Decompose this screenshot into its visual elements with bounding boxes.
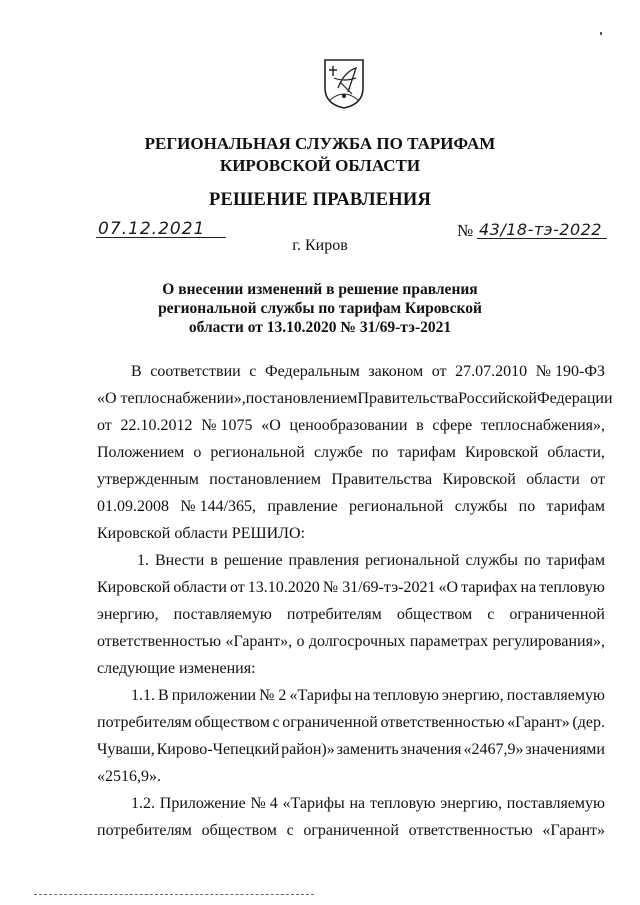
body-word: Внести [154, 552, 205, 569]
body-word: ответственностью [408, 822, 533, 839]
body-line [97, 601, 605, 628]
body-word: в [210, 552, 218, 569]
body-word: от [97, 417, 112, 434]
body-word: энергию, [440, 795, 502, 812]
body-word: № 2 [259, 687, 287, 704]
body-word: «Тарифы [289, 687, 352, 704]
body-word: № 31/69-тэ-2021 [322, 579, 436, 596]
body-line [97, 628, 605, 655]
body-word: решение [223, 552, 283, 569]
body-word: тарифам [397, 444, 456, 461]
organization-name [0, 133, 640, 177]
body-word: поставляемую [506, 687, 605, 704]
body-word: «Гарант» [542, 822, 605, 839]
body-word: 13.10.2020 [247, 579, 320, 596]
footer-rule [34, 894, 314, 895]
body-word: утвержденным [97, 471, 199, 488]
body-line [97, 763, 605, 790]
coat-of-arms-icon [322, 58, 366, 110]
body-word: ответственностью [97, 633, 222, 650]
body-line [97, 547, 605, 574]
body-word: потребителям [97, 714, 192, 731]
body-word: тепловую [373, 687, 439, 704]
body-word: правления [288, 552, 360, 569]
body-word: по [371, 444, 389, 461]
body-word: обществом [194, 714, 270, 731]
body-word: с [487, 606, 495, 623]
body-word: (дер. [572, 714, 605, 731]
number-sign: № [457, 221, 474, 240]
body-line [97, 655, 605, 682]
body-word: области, [547, 444, 605, 461]
body-word: В [158, 687, 169, 704]
body-word: региональной [348, 498, 444, 515]
body-word: потребителям [97, 822, 192, 839]
body-word: «О [438, 579, 459, 596]
body-word: потребителям [286, 606, 382, 623]
body-word: от [590, 471, 605, 488]
number-value: 43/18-тэ-2022 [479, 220, 602, 239]
document-type: РЕШЕНИЕ ПРАВЛЕНИЯ [208, 190, 432, 210]
body-word: Кировской области РЕШИЛО: [97, 525, 306, 542]
body-word: службе [313, 444, 363, 461]
body-word: № 190-ФЗ [535, 363, 605, 380]
body-word: энергию, [97, 606, 159, 623]
body-word: постановлением [209, 471, 321, 488]
body-word: службы [465, 552, 519, 569]
body-word: соответствии [150, 363, 241, 380]
body-word: на [354, 687, 371, 704]
subject-line: О внесении изменений в решение правления [162, 281, 478, 298]
body-line [97, 493, 605, 520]
subject-line: области от 13.10.2020 № 31/69-тэ-2021 [188, 319, 452, 336]
body-word: приложении [171, 687, 257, 704]
body-word: № 144/365, [180, 498, 257, 515]
body-word: в [416, 417, 424, 434]
body-word: значения [400, 741, 462, 758]
body-word: региональной [365, 552, 460, 569]
body-word: от [431, 363, 447, 380]
body-word: ограниченной [282, 714, 378, 731]
body-word: тарифах [461, 579, 518, 596]
body-word: «Гарант», [225, 633, 293, 650]
body-word: области [526, 471, 580, 488]
body-word: ограниченной [303, 822, 399, 839]
body-word: постановлением [245, 390, 358, 407]
body-word: энергию, [442, 687, 504, 704]
body-word: тепловую [539, 579, 605, 596]
body-word: Правительства [357, 390, 459, 407]
body-word: 1.1. [131, 687, 155, 704]
body-word: с [249, 363, 257, 380]
body-word: 22.10.2012 [120, 417, 193, 434]
body-word: от [229, 579, 245, 596]
body-word: обществом [201, 822, 277, 839]
body-word: заменить [336, 741, 399, 758]
body-word: 1.2. [131, 795, 155, 812]
body-word: тарифам [546, 552, 605, 569]
body-word: службы [454, 498, 508, 515]
body-line [97, 736, 605, 763]
body-word: о [296, 633, 305, 650]
body-word: области [173, 579, 227, 596]
body-word: Кировской [465, 444, 539, 461]
body-word: теплоснабжения», [481, 417, 605, 434]
scan-mark [600, 32, 602, 35]
body-line [97, 412, 605, 439]
body-word: законом [368, 363, 424, 380]
body-word: значениями [525, 741, 605, 758]
body-word: региональной [210, 444, 305, 461]
body-word: «2516,9». [97, 768, 161, 785]
body-word: 01.09.2008 [97, 498, 169, 515]
body-word: ограниченной [509, 606, 605, 623]
body-word: тепловую [369, 795, 436, 812]
body-word: Правительства [331, 471, 433, 488]
body-word: Федерации [536, 390, 613, 407]
body-line [97, 466, 605, 493]
body-word: Федеральным [265, 363, 360, 380]
body-word: регулирования», [492, 633, 605, 650]
body-line [97, 520, 605, 547]
body-line [97, 358, 605, 385]
body-word: «Гарант» [507, 714, 570, 731]
body-line [97, 817, 605, 844]
document-subject [0, 280, 640, 337]
organization-line: РЕГИОНАЛЬНАЯ СЛУЖБА ПО ТАРИФАМ [144, 134, 496, 153]
body-line [97, 574, 605, 601]
body-word: № 1075 [201, 417, 253, 434]
body-word: № 4 [250, 795, 278, 812]
body-word: Российской [458, 390, 537, 407]
body-word: Приложение [159, 795, 246, 812]
body-word: обществом [396, 606, 473, 623]
body-word: с [272, 714, 280, 731]
body-word: по [524, 552, 541, 569]
city: г. Киров [292, 237, 348, 254]
organization-line: КИРОВСКОЙ ОБЛАСТИ [219, 156, 421, 175]
body-word: поставляемую [173, 606, 272, 623]
body-word: на [349, 795, 366, 812]
body-word: с [286, 822, 294, 839]
body-word: «О теплоснабжении», [97, 390, 246, 407]
subject-line: региональной службы по тарифам Кировской [158, 300, 482, 317]
body-word: сфере [432, 417, 473, 434]
body-word: параметрах [409, 633, 489, 650]
body-word: о [193, 444, 202, 461]
body-word: Кировской [97, 579, 171, 596]
body-word: поставляемую [506, 795, 605, 812]
body-word: 1. [137, 552, 149, 569]
body-word: район)» [281, 741, 335, 758]
body-word: «Тарифы [282, 795, 345, 812]
body-line [97, 682, 605, 709]
date-value: 07.12.2021 [98, 219, 206, 239]
body-word: Чуваши, [97, 741, 155, 758]
body-word: Положением [97, 444, 185, 461]
body-word: по [518, 498, 536, 515]
document-body [97, 358, 613, 844]
body-word: правление [267, 498, 338, 515]
body-word: ответственностью [380, 714, 505, 731]
body-word: на [520, 579, 537, 596]
body-word: В [131, 363, 142, 380]
body-line [97, 709, 605, 736]
body-word: долгосрочных [308, 633, 406, 650]
body-line [97, 439, 605, 466]
body-word: следующие изменения: [97, 660, 256, 677]
body-word: «О [261, 417, 281, 434]
body-word: 27.07.2010 [455, 363, 528, 380]
body-line [97, 790, 605, 817]
body-line [97, 385, 613, 412]
body-word: Кировской [442, 471, 516, 488]
body-word: «2467,9» [463, 741, 524, 758]
body-word: ценообразовании [289, 417, 408, 434]
body-word: Кирово-Чепецкий [156, 741, 280, 758]
body-word: тарифам [546, 498, 605, 515]
